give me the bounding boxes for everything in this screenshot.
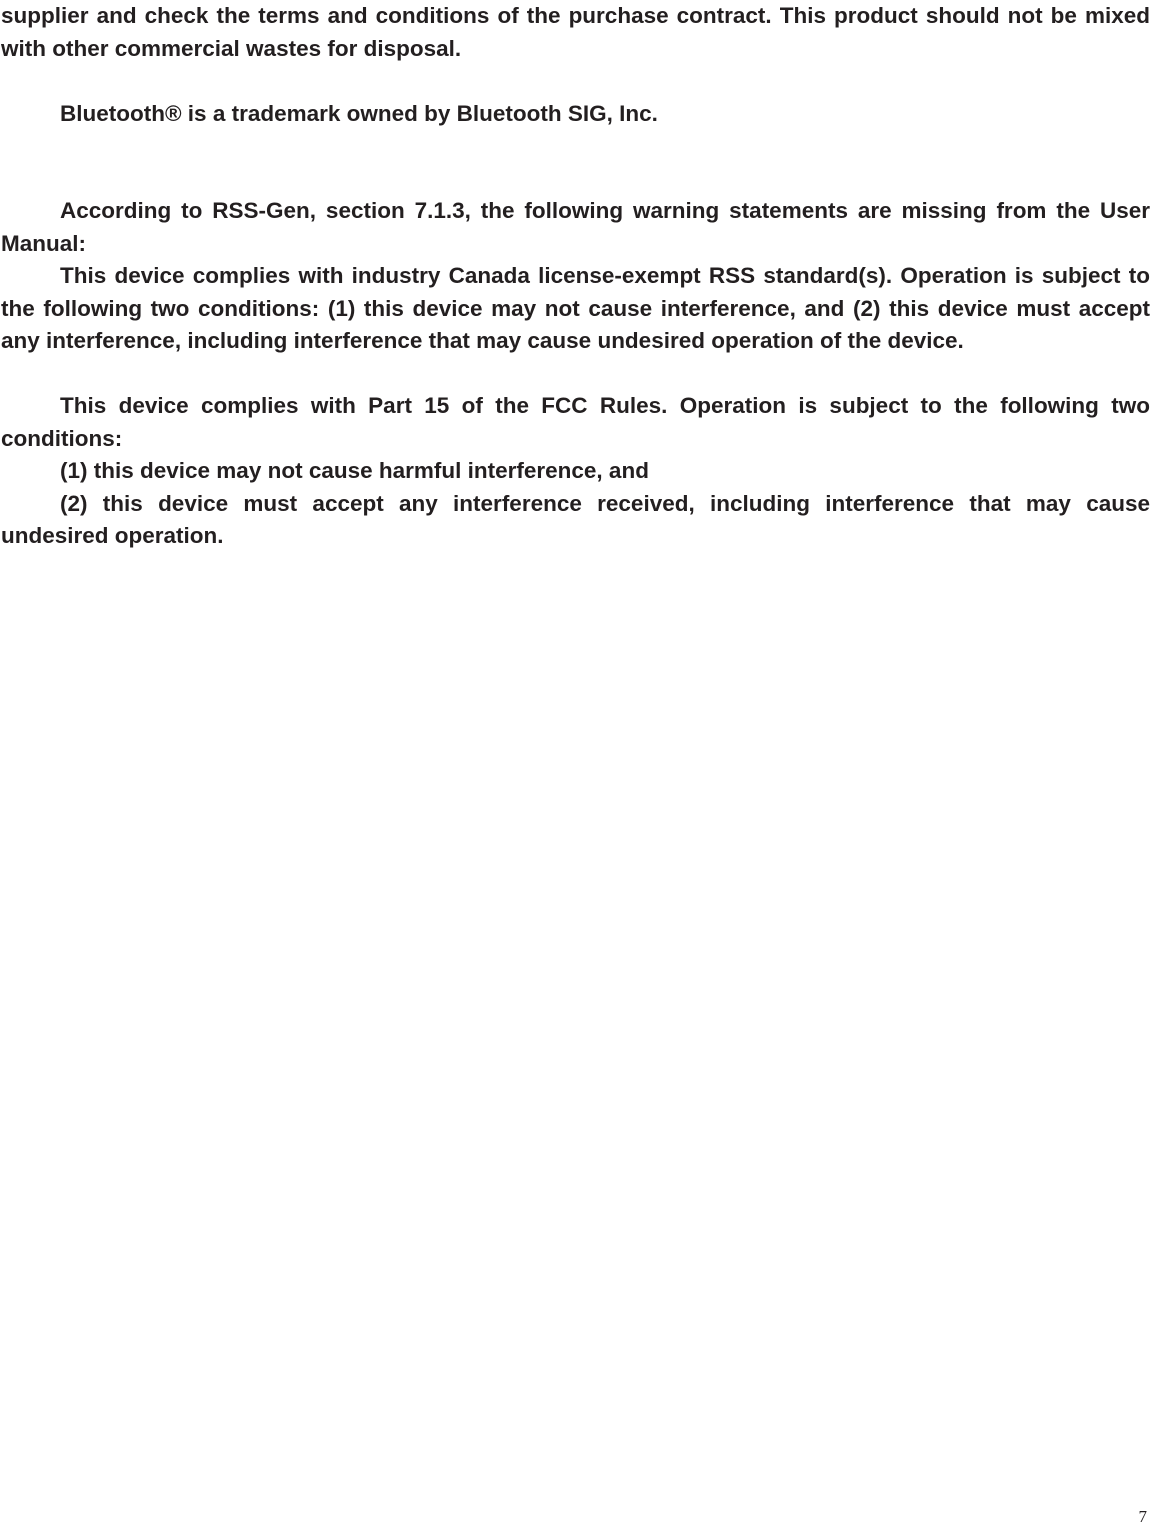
rss-gen-intro-paragraph: According to RSS-Gen, section 7.1.3, the following warning statements are missing from the User Manual: (1, 198, 1150, 256)
page-number: 7 (1138, 1507, 1147, 1526)
spacer (1, 65, 1150, 98)
ic-compliance-paragraph: This device complies with industry Canada license-exempt RSS standard(s). Operation is subject to the following two conditions: (1) this device may not cause interference, and (2) this device must accept any interference, including interference that may cause undesired operation of the device. (1, 263, 1150, 353)
fcc-condition-1: (1) this device may not cause harmful interference, and (60, 458, 649, 483)
spacer (1, 130, 1150, 195)
fcc-compliance-paragraph: This device complies with Part 15 of the FCC Rules. Operation is subject to the following two conditions: (1, 393, 1150, 451)
page-body (1, 0, 1150, 553)
spacer (1, 358, 1150, 391)
fcc-condition-2: (2) this device must accept any interference received, including interference that may cause undesired operation. (1, 490, 1150, 548)
disposal-paragraph: supplier and check the terms and conditions of the purchase contract. This product should not be mixed with other commercial wastes for disposal. (1, 3, 1150, 61)
bluetooth-trademark-paragraph: Bluetooth® is a trademark owned by Bluetooth SIG, Inc. (60, 100, 658, 126)
